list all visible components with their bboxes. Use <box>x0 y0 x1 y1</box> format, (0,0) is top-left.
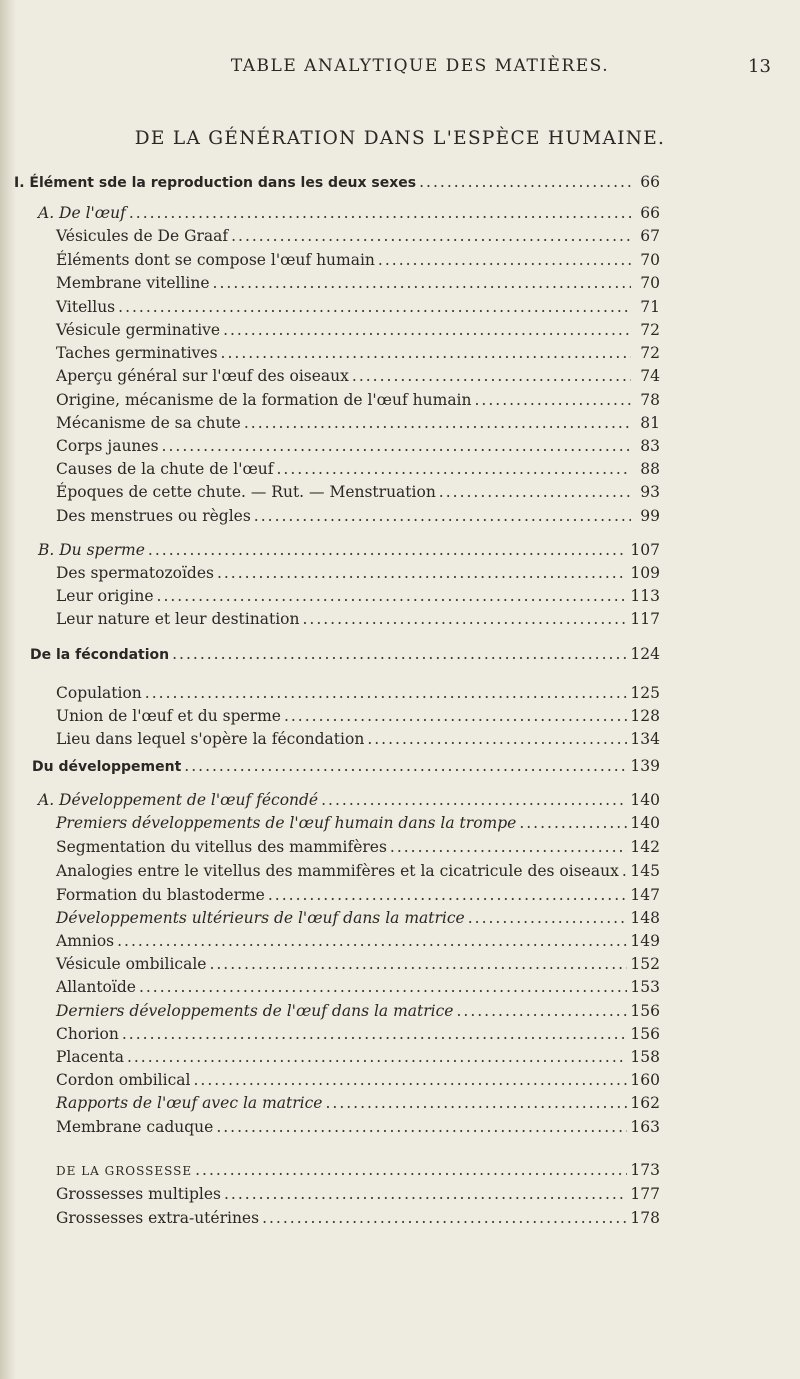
toc-entry-page: 147 <box>630 886 660 904</box>
toc-entry-label: Allantoïde <box>56 978 136 996</box>
toc-entry <box>56 1160 660 1181</box>
toc-entry-page: 173 <box>630 1161 660 1179</box>
toc-entry-page: 66 <box>640 173 660 191</box>
toc-entry <box>56 366 660 386</box>
toc-entry-page: 139 <box>630 757 660 775</box>
toc-entry-label: Corps jaunes <box>56 437 159 455</box>
toc-entry <box>56 320 660 340</box>
toc-entry <box>56 1208 660 1228</box>
toc-entry-label: Vésicule germinative <box>56 321 221 339</box>
dot-leader <box>622 861 628 881</box>
toc-entry <box>38 540 660 560</box>
toc-entry-page: 67 <box>640 227 660 245</box>
toc-entry-page: 66 <box>640 204 660 222</box>
toc-entry-label: Analogies entre le vitellus des mammifères et la cicatricule des oiseaux <box>56 862 619 880</box>
dot-leader <box>162 436 631 456</box>
dot-leader <box>277 459 632 479</box>
toc-entry <box>56 459 660 479</box>
toc-entry <box>32 756 660 777</box>
toc-entry-page: 140 <box>630 814 660 832</box>
dot-leader <box>195 1160 627 1180</box>
toc-entry-page: 72 <box>640 344 660 362</box>
toc-entry <box>38 790 660 810</box>
dot-leader <box>284 706 627 726</box>
toc-entry-label: Leur origine <box>56 587 154 605</box>
toc-entry-label: Éléments dont se compose l'œuf humain <box>56 251 375 269</box>
dot-leader <box>129 203 631 223</box>
dot-leader <box>184 756 627 776</box>
dot-leader <box>224 1184 627 1204</box>
toc-entry-label: Vésicule ombilicale <box>56 955 207 973</box>
dot-leader <box>122 1024 628 1044</box>
toc-entry-page: 149 <box>630 932 660 950</box>
toc-entry-page: 70 <box>640 251 660 269</box>
toc-entry-page: 72 <box>640 321 660 339</box>
toc-entry <box>56 586 660 606</box>
toc-entry <box>56 1047 660 1067</box>
toc-entry <box>56 1093 660 1113</box>
page-number: 13 <box>748 56 771 77</box>
dot-leader <box>468 908 628 928</box>
dot-leader <box>213 273 631 293</box>
toc-entry-label: Aperçu général sur l'œuf des oiseaux <box>56 367 349 385</box>
dot-leader <box>117 931 627 951</box>
toc-entry <box>56 1184 660 1204</box>
toc-entry-page: 107 <box>630 541 660 559</box>
toc-entry-page: 158 <box>630 1048 660 1066</box>
toc-entry-label: Formation du blastoderme <box>56 886 265 904</box>
toc-entry <box>56 954 660 974</box>
dot-leader <box>148 540 627 560</box>
dot-leader <box>217 563 627 583</box>
toc-entry <box>56 1070 660 1090</box>
toc-entry <box>56 931 660 951</box>
toc-entry-page: 145 <box>630 862 660 880</box>
toc-entry-page: 160 <box>630 1071 660 1089</box>
toc-entry-label: Taches germinatives <box>56 344 218 362</box>
toc-entry-label: Vésicules de De Graaf <box>56 227 229 245</box>
dot-leader <box>262 1208 627 1228</box>
dot-leader <box>302 609 627 629</box>
toc-entry <box>56 683 660 703</box>
toc-entry-page: 88 <box>640 460 660 478</box>
dot-leader <box>378 250 631 270</box>
toc-entry-page: 117 <box>630 610 660 628</box>
toc-entry-label: Union de l'œuf et du sperme <box>56 707 281 725</box>
toc-entry-label: Vitellus <box>56 298 116 316</box>
toc-entry-label: Développements ultérieurs de l'œuf dans la matrice <box>56 909 465 927</box>
toc-entry-page: 81 <box>640 414 660 432</box>
toc-entry <box>38 203 660 223</box>
toc-entry <box>56 885 660 905</box>
dot-leader <box>221 343 631 363</box>
toc-entry-label: Copulation <box>56 684 142 702</box>
dot-leader <box>118 297 631 317</box>
toc-entry-page: 156 <box>630 1002 660 1020</box>
toc-entry <box>56 1001 660 1021</box>
dot-leader <box>456 1001 627 1021</box>
toc-entry-label: A. Développement de l'œuf fécondé <box>38 791 319 809</box>
toc-entry-page: 163 <box>630 1118 660 1136</box>
toc-entry-page: 177 <box>630 1185 660 1203</box>
toc-entry-label: De la fécondation <box>30 647 170 663</box>
toc-entry <box>56 813 660 833</box>
toc-entry-label: Lieu dans lequel s'opère la fécondation <box>56 730 365 748</box>
toc-entry-page: 74 <box>640 367 660 385</box>
page-binding-edge <box>0 0 16 1379</box>
toc-entry <box>56 861 660 881</box>
dot-leader <box>172 644 627 664</box>
toc-entry-label: I. Élément sde la reproduction dans les deux sexes <box>14 175 417 191</box>
toc-entry-page: 128 <box>630 707 660 725</box>
toc-entry-page: 153 <box>630 978 660 996</box>
toc-entry-label: Placenta <box>56 1048 124 1066</box>
toc-entry-page: 93 <box>640 483 660 501</box>
toc-entry-label: Chorion <box>56 1025 119 1043</box>
dot-leader <box>244 413 631 433</box>
toc-entry <box>14 172 660 193</box>
toc-entry <box>56 908 660 928</box>
toc-entry <box>56 250 660 270</box>
toc-entry-label: Grossesses extra-utérines <box>56 1209 260 1227</box>
toc-entry <box>56 1024 660 1044</box>
toc-entry-page: 124 <box>630 645 660 663</box>
dot-leader <box>352 366 631 386</box>
toc-entry-page: 125 <box>630 684 660 702</box>
toc-entry-label: Rapports de l'œuf avec la matrice <box>56 1094 323 1112</box>
toc-entry-page: 178 <box>630 1209 660 1227</box>
dot-leader <box>209 954 627 974</box>
dot-leader <box>216 1117 627 1137</box>
toc-entry-page: 148 <box>630 909 660 927</box>
toc-entry <box>56 482 660 502</box>
toc-entry <box>30 644 660 665</box>
dot-leader <box>325 1093 627 1113</box>
dot-leader <box>254 506 631 526</box>
dot-leader <box>231 226 631 246</box>
toc-entry-page: 152 <box>630 955 660 973</box>
toc-entry-label: Amnios <box>56 932 115 950</box>
toc-entry-label: Des spermatozoïdes <box>56 564 214 582</box>
dot-leader <box>268 885 628 905</box>
toc-entry <box>56 563 660 583</box>
toc-entry <box>56 413 660 433</box>
toc-entry-page: 156 <box>630 1025 660 1043</box>
toc-entry-label: Mécanisme de sa chute <box>56 414 241 432</box>
toc-entry-page: 71 <box>640 298 660 316</box>
dot-leader <box>439 482 631 502</box>
toc-entry-label: DE LA GROSSESSE <box>56 1164 193 1178</box>
toc-entry-label: Leur nature et leur destination <box>56 610 300 628</box>
dot-leader <box>127 1047 627 1067</box>
toc-entry <box>56 273 660 293</box>
toc-entry-page: 99 <box>640 507 660 525</box>
toc-entry-label: A. De l'œuf <box>38 204 126 222</box>
toc-entry-label: Cordon ombilical <box>56 1071 191 1089</box>
toc-entry-page: 134 <box>630 730 660 748</box>
toc-entry <box>56 390 660 410</box>
toc-entry-label: Membrane caduque <box>56 1118 214 1136</box>
dot-leader <box>139 977 627 997</box>
toc-entry-page: 140 <box>630 791 660 809</box>
toc-entry-page: 83 <box>640 437 660 455</box>
dot-leader <box>390 837 628 857</box>
toc-entry-page: 70 <box>640 274 660 292</box>
toc-entry-label: Premiers développements de l'œuf humain dans la trompe <box>56 814 517 832</box>
dot-leader <box>193 1070 627 1090</box>
toc-entry <box>56 837 660 857</box>
toc-entry-label: B. Du sperme <box>38 541 145 559</box>
toc-entry-label: Segmentation du vitellus des mammifères <box>56 838 387 856</box>
toc-entry <box>56 436 660 456</box>
dot-leader <box>519 813 627 833</box>
toc-entry <box>56 297 660 317</box>
toc-entry-page: 142 <box>630 838 660 856</box>
toc-entry-label: Du développement <box>32 759 182 775</box>
toc-entry-page: 109 <box>630 564 660 582</box>
toc-entry <box>56 706 660 726</box>
toc-entry-label: Des menstrues ou règles <box>56 507 251 525</box>
toc-entry-label: Époques de cette chute. — Rut. — Menstruation <box>56 483 436 501</box>
toc-entry-label: Membrane vitelline <box>56 274 210 292</box>
toc-entry-page: 113 <box>630 587 660 605</box>
toc-entry <box>56 977 660 997</box>
toc-entry-label: Derniers développements de l'œuf dans la matrice <box>56 1002 454 1020</box>
dot-leader <box>367 729 627 749</box>
toc-entry <box>56 343 660 363</box>
running-head: TABLE ANALYTIQUE DES MATIÈRES. <box>230 56 610 76</box>
toc-entry-label: Grossesses multiples <box>56 1185 221 1203</box>
toc-entry <box>56 1117 660 1137</box>
toc-entry <box>56 506 660 526</box>
dot-leader <box>223 320 631 340</box>
toc-entry <box>56 609 660 629</box>
dot-leader <box>321 790 627 810</box>
toc-entry <box>56 226 660 246</box>
toc-entry-label: Causes de la chute de l'œuf <box>56 460 274 478</box>
toc-entry-page: 78 <box>640 391 660 409</box>
dot-leader <box>419 172 631 192</box>
toc-entry-label: Origine, mécanisme de la formation de l'œuf humain <box>56 391 472 409</box>
dot-leader <box>145 683 628 703</box>
dot-leader <box>475 390 632 410</box>
toc-entry <box>56 729 660 749</box>
dot-leader <box>157 586 628 606</box>
toc-entry-page: 162 <box>630 1094 660 1112</box>
section-title: DE LA GÉNÉRATION DANS L'ESPÈCE HUMAINE. <box>134 128 666 149</box>
